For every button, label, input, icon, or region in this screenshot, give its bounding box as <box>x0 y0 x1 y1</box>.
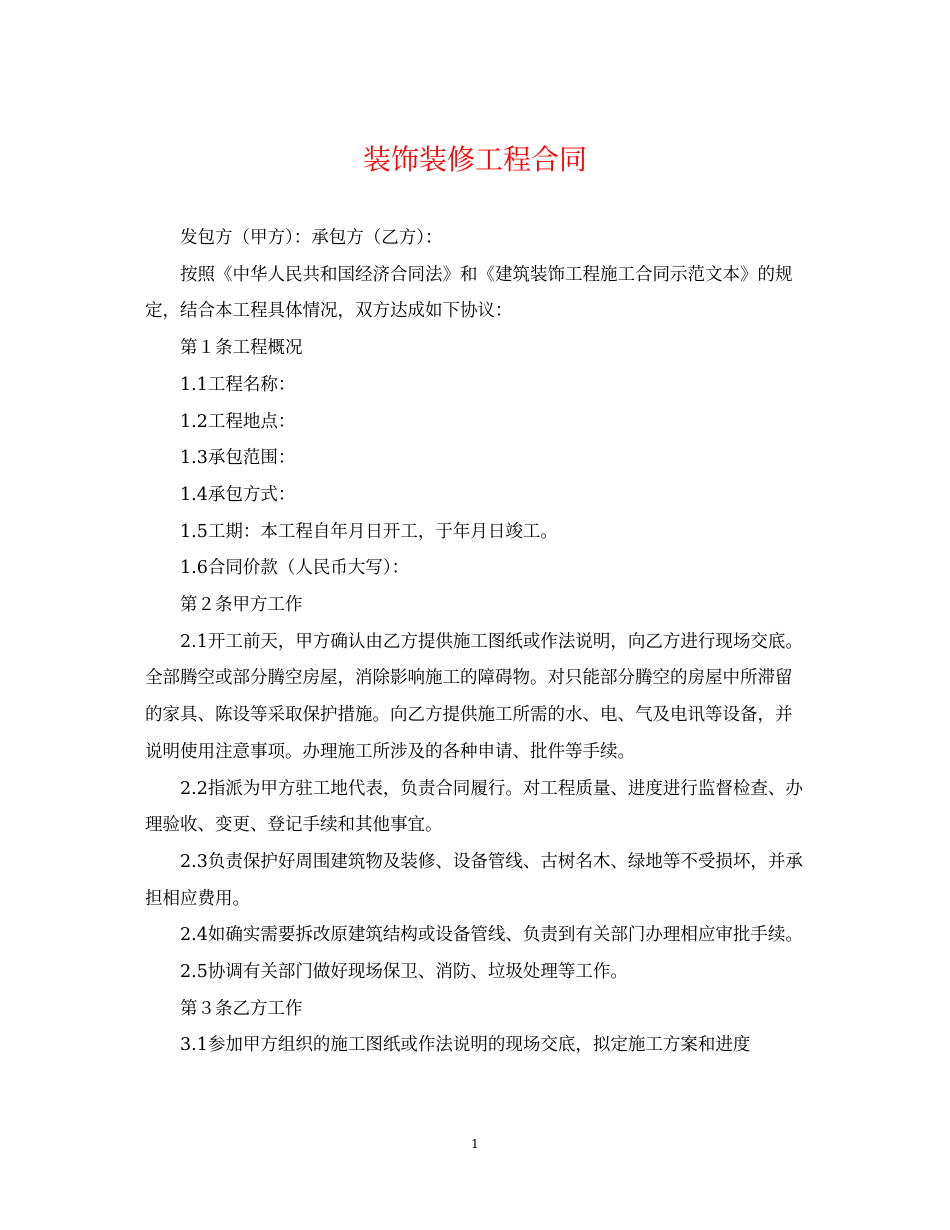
paragraph-1-6: 1.6合同价款（人民币大写）： <box>180 558 410 579</box>
heading-article-3: 第３条乙方工作 <box>180 998 303 1019</box>
paragraph-2-4: 2.4如确实需要拆改原建筑结构或设备管线、负责到有关部门办理相应审批手续。 <box>180 925 803 946</box>
paragraph-2-3: 2.3负责保护好周围建筑物及装修、设备管线、古树名木、绿地等不受损坏，并承担相应费用。 <box>145 851 803 909</box>
page-number: 1 <box>471 1137 479 1151</box>
paragraph-parties: 发包方（甲方）：承包方（乙方）： <box>180 228 443 248</box>
paragraph-3-1: 3.1参加甲方组织的施工图纸或作法说明的现场交底，拟定施工方案和进度 <box>180 1035 751 1056</box>
paragraph-1-1: 1.1工程名称： <box>180 374 296 395</box>
document-body <box>145 220 805 1064</box>
paragraph-preamble: 按照《中华人民共和国经济合同法》和《建筑装饰工程施工合同示范文本》的规定，结合本工程具体情况，双方达成如下协议： <box>145 264 793 322</box>
paragraph-2-1: 2.1开工前天，甲方确认由乙方提供施工图纸或作法说明，向乙方进行现场交底。全部腾空或部分腾空房屋，消除影响施工的障碍物。对只能部分腾空的房屋中所滞留的家具、陈设等采取保护措施。向乙方提供施工所需的水、电、气及电讯等设备，并说明使用注意事项。办理施工所涉及的各种申请、批件等手续。 <box>145 631 803 762</box>
heading-article-2: 第２条甲方工作 <box>180 595 303 616</box>
paragraph-1-3: 1.3承包范围： <box>180 448 296 469</box>
paragraph-2-2: 2.2指派为甲方驻工地代表，负责合同履行。对工程质量、进度进行监督检查、办理验收、变更、登记手续和其他事宜。 <box>145 778 803 836</box>
paragraph-2-5: 2.5协调有关部门做好现场保卫、消防、垃圾处理等工作。 <box>180 962 628 983</box>
paragraph-1-2: 1.2工程地点： <box>180 411 296 432</box>
document-title: 装饰装修工程合同 <box>362 143 587 176</box>
heading-article-1: 第１条工程概况 <box>180 338 303 359</box>
paragraph-1-5: 1.5工期：本工程自年月日开工，于年月日竣工。 <box>180 521 558 542</box>
paragraph-1-4: 1.4承包方式： <box>180 484 296 505</box>
